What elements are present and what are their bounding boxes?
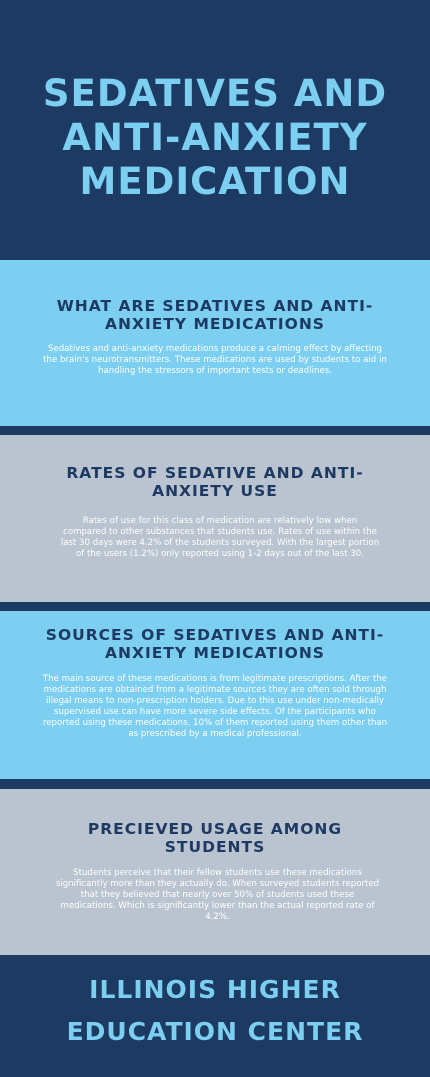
section-what-are-sedatives [0,260,430,426]
section-rates-of-use [0,435,430,602]
section-heading: SOURCES OF SEDATIVES AND ANTI-ANXIETY MEDICATIONS [45,626,385,662]
section-sources [0,611,430,779]
section-body: Sedatives and anti-anxiety medications produce a calming effect by affecting the brain's neurotransmitters. These medications are used by students to aid in handling the stressors of important tests or deadlines. [43,344,387,376]
footer-banner [0,957,430,1077]
section-perceived-usage [0,789,430,955]
section-heading: RATES OF SEDATIVE AND ANTI-ANXIETY USE [66,464,364,500]
organization-name: ILLINOIS HIGHER EDUCATION CENTER [66,975,364,1046]
section-body: Students perceive that their fellow students use these medications significantly more than they actually do. When surveyed students reported that they believed that nearly over 50% of students used these medications. Which is significantly lower than the actual reported rate of 4.2%. [55,868,380,922]
section-heading: PRECIEVED USAGE AMONG STUDENTS [87,820,343,856]
section-body: Rates of use for this class of medication are relatively low when compared to other substances that students use. Rates of use within the last 30 days were 4.2% of the students surveyed. With the largest portion of the users (1.2%) only reported using 1-2 days out of the last 30. [60,516,380,559]
page-title: SEDATIVES AND ANTI-ANXIETY MEDICATION [42,72,388,203]
title-banner [0,0,430,258]
section-body: The main source of these medications is from legitimate prescriptions. After the medications are obtained from a legitimate sources they are often sold through illegal means to non-prescription holders. Due to this use under non-medically supervised use can have more severe side effects. Of the participants who reported using these medications, 10% of them reported using them other than as prescribed by a medical professional. [42,674,388,739]
section-heading: WHAT ARE SEDATIVES AND ANTI-ANXIETY MEDICATIONS [56,297,374,333]
